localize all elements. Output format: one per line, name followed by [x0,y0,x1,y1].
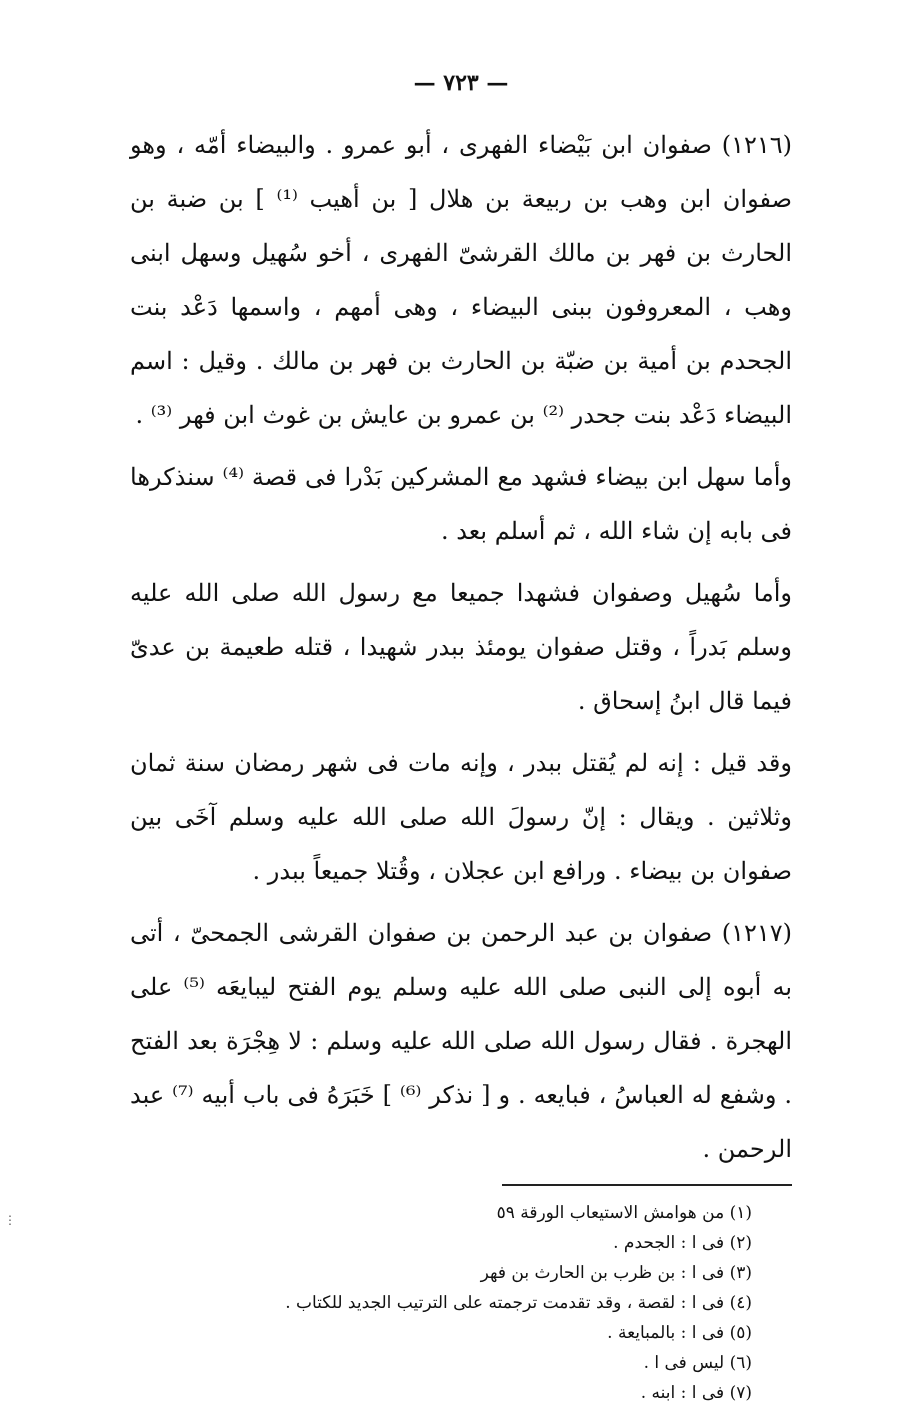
suhail-safwan-paragraph: وأما سُهيل وصفوان فشهدا جميعا مع رسول الله صلى الله عليه وسلم بَدراً ، وقتل صفوان يومئذ ببدر شهيدا ، قتله طعيمة بن عدىّ فيما قال ابنُ إسحاق . [130,579,792,715]
footnote-7: (٧) فى ا : ابنه . [640,1383,752,1403]
scan-margin-dots: ⋮ [4,1213,16,1227]
footnote-2: (٢) فى ا : الجحدم . [613,1233,752,1253]
entry-1217-paragraph: (١٢١٧) صفوان بن عبد الرحمن بن صفوان القرشى الجمحىّ ، أتى به أبوه إلى النبى صلى الله عليه وسلم يوم الفتح ليبايعَه ⁽⁵⁾ على الهجرة . فقال رسول الله صلى الله عليه وسلم : لا هِجْرَة بعد الفتح . وشفع له العباسُ ، فبايعه . و [ نذكر ⁽⁶⁾ ] خَبَرَهُ فى باب أبيه ⁽⁷⁾ عبد الرحمن . [130,919,792,1163]
footnote-3: (٣) فى ا : بن ظرب بن الحارث بن فهر [480,1263,752,1283]
death-report-paragraph: وقد قيل : إنه لم يُقتل ببدر ، وإنه مات فى شهر رمضان سنة ثمان وثلاثين . ويقال : إنّ رسولَ الله صلى الله عليه وسلم آخَى بين صفوان بن بيضاء . ورافع ابن عجلان ، وقُتلا جميعاً ببدر . [130,749,792,885]
entry-1216-paragraph: (١٢١٦) صفوان ابن بَيْضاء الفهرى ، أبو عمرو . والبيضاء أمّه ، وهو صفوان ابن وهب بن ربيعة بن هلال [ بن أهيب ⁽¹⁾ ] بن ضبة بن الحارث بن فهر بن مالك القرشىّ الفهرى ، أخو سُهيل وسهل ابنى وهب ، المعروفون ببنى البيضاء ، وهى أمهم ، واسمها دَعْد بنت الجحدم بن أمية بن ضبّة بن الحارث بن فهر بن مالك . وقيل : اسم البيضاء دَعْد بنت جحدر ⁽²⁾ بن عمرو بن عايش بن غوث ابن فهر ⁽³⁾ . [130,131,792,429]
sahl-paragraph: وأما سهل ابن بيضاء فشهد مع المشركين بَدْرا فى قصة ⁽⁴⁾ سنذكرها فى بابه إن شاء الله ، ثم أسلم بعد . [130,463,793,545]
document-page [130,70,793,1403]
footnote-6: (٦) ليس فى ا . [643,1353,752,1373]
footnote-4: (٤) فى ا : لقصة ، وقد تقدمت ترجمته على الترتيب الجديد للكتاب . [285,1293,752,1313]
footnote-1: (١) من هوامش الاستيعاب الورقة ٥٩ [496,1203,752,1223]
page-number: — ٧٢٣ — [413,70,509,96]
footnote-divider [502,1184,792,1186]
footnotes-list [130,1198,792,1408]
footnote-5: (٥) فى ا : بالمبايعة . [607,1323,752,1343]
